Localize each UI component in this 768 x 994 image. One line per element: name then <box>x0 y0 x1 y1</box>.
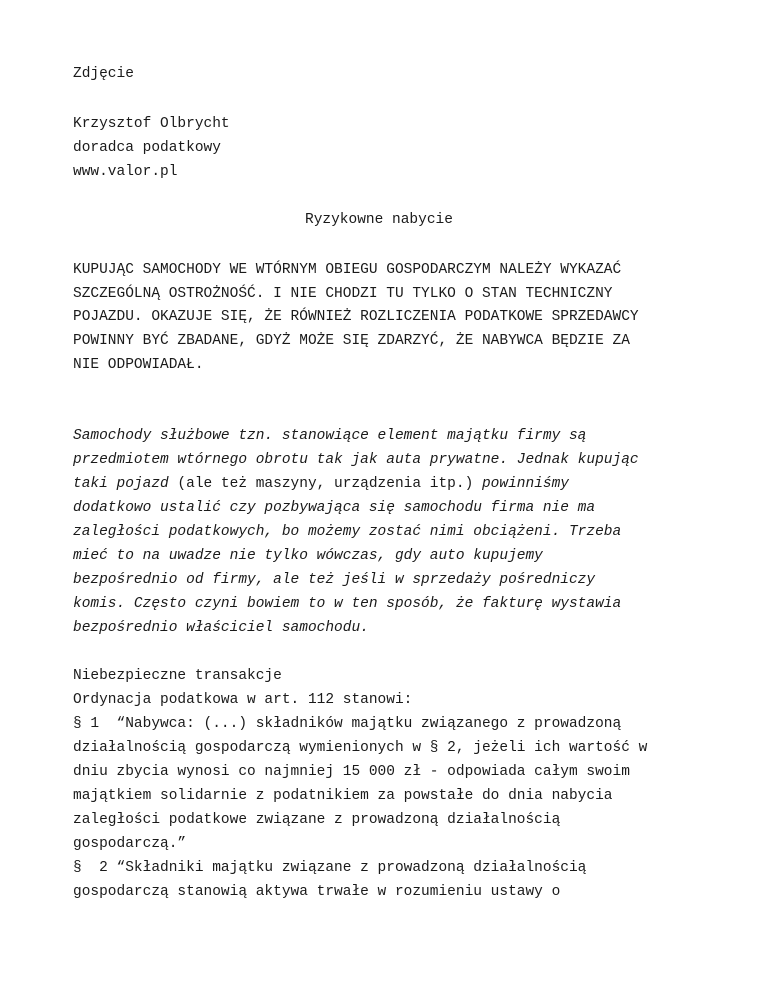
intro-line: komis. Często czyni bowiem to w ten sposób, że fakturę wystawia <box>73 596 622 612</box>
body-line: dniu zbycia wynosi co najmniej 15 000 zł - odpowiada całym swoim <box>73 764 630 780</box>
body-line: zaległości podatkowe związane z prowadzoną działalnością <box>73 812 561 828</box>
intro-line: Samochody służbowe tzn. stanowiące element majątku firmy są <box>73 428 587 444</box>
author-name: Krzysztof Olbrycht <box>73 116 230 132</box>
intro-line: dodatkowo ustalić czy pozbywająca się samochodu firma nie ma <box>73 500 596 516</box>
lead-line: NIE ODPOWIADAŁ. <box>73 357 204 373</box>
lead-line: SZCZEGÓLNĄ OSTROŻNOŚĆ. I NIE CHODZI TU TYLKO O STAN TECHNICZNY <box>73 286 613 302</box>
intro-line: bezpośrednio od firmy, ale też jeśli w sprzedaży pośredniczy <box>73 572 596 588</box>
article-title: Ryzykowne nabycie <box>305 212 453 228</box>
section-heading: Niebezpieczne transakcje <box>73 668 282 684</box>
body-line: działalnością gospodarczą wymienionych w § 2, jeżeli ich wartość w <box>73 740 648 756</box>
intro-line: bezpośrednio właściciel samochodu. <box>73 620 369 636</box>
body-line: gospodarczą.” <box>73 836 187 852</box>
body-line: § 2 “Składniki majątku związane z prowadzoną działalnością <box>73 860 587 876</box>
intro-line <box>73 474 569 494</box>
intro-line: zaległości podatkowych, bo możemy zostać nimi obciążeni. Trzeba <box>73 524 622 540</box>
lead-line: POJAZDU. OKAZUJE SIĘ, ŻE RÓWNIEŻ ROZLICZENIA PODATKOWE SPRZEDAWCY <box>73 309 639 325</box>
body-line: majątkiem solidarnie z podatnikiem za powstałe do dnia nabycia <box>73 788 613 804</box>
intro-parenthetical: (ale też maszyny, urządzenia itp.) <box>177 476 474 492</box>
intro-line: przedmiotem wtórnego obrotu tak jak auta prywatne. Jednak kupując <box>73 452 639 468</box>
body-line: gospodarczą stanowią aktywa trwałe w rozumieniu ustawy o <box>73 884 561 900</box>
intro-line: mieć to na uwadze nie tylko wówczas, gdy auto kupujemy <box>73 548 543 564</box>
lead-line: POWINNY BYĆ ZBADANE, GDYŻ MOŻE SIĘ ZDARZYĆ, ŻE NABYWCA BĘDZIE ZA <box>73 333 630 349</box>
photo-label: Zdjęcie <box>73 66 134 82</box>
intro-text: powinniśmy <box>473 476 569 492</box>
intro-text: taki pojazd <box>73 476 178 492</box>
author-website: www.valor.pl <box>73 164 178 180</box>
body-line: § 1 “Nabywca: (...) składników majątku związanego z prowadzoną <box>73 716 622 732</box>
body-line: Ordynacja podatkowa w art. 112 stanowi: <box>73 692 413 708</box>
lead-line: KUPUJĄC SAMOCHODY WE WTÓRNYM OBIEGU GOSPODARCZYM NALEŻY WYKAZAĆ <box>73 262 622 278</box>
author-role: doradca podatkowy <box>73 140 221 156</box>
